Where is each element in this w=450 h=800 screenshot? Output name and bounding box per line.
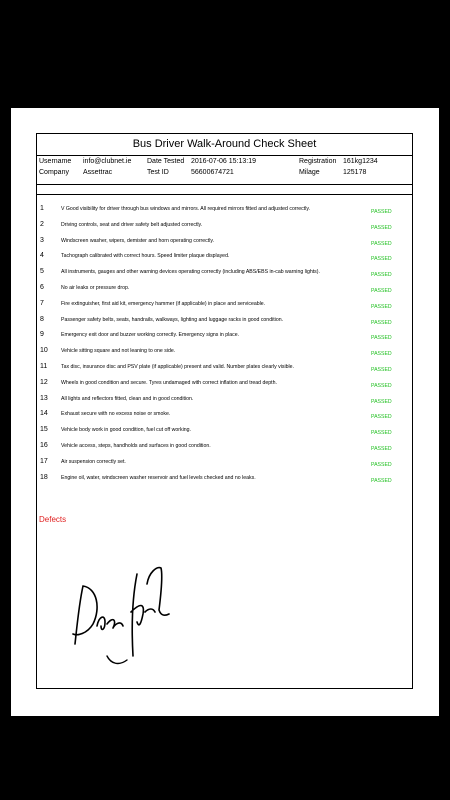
test-id-value: 56600674721 bbox=[191, 169, 234, 176]
check-item-row bbox=[37, 410, 412, 426]
item-number: 12 bbox=[40, 378, 48, 386]
item-status: PASSED bbox=[371, 288, 392, 294]
username-value: info@clubnet.ie bbox=[83, 158, 132, 165]
item-description: All instruments, gauges and other warning devices operating correctly (including ABS/EBS in-cab warning lights). bbox=[61, 269, 320, 276]
item-description: All lights and reflectors fitted, clean and in good condition. bbox=[61, 395, 194, 402]
check-item-row bbox=[37, 379, 412, 395]
check-item-row bbox=[37, 458, 412, 474]
item-status: PASSED bbox=[371, 382, 392, 389]
item-description: No air leaks or pressure drop. bbox=[61, 285, 130, 291]
item-status: PASSED bbox=[371, 367, 392, 373]
company-value: Assettrac bbox=[83, 169, 113, 176]
item-description: Exhaust secure with no excess noise or smoke. bbox=[61, 411, 171, 418]
signature-image bbox=[67, 564, 177, 674]
check-item-row bbox=[37, 331, 412, 347]
item-description: Vehicle body work in good condition, fuel cut off working. bbox=[61, 427, 191, 434]
item-number: 9 bbox=[40, 331, 44, 339]
check-item-row bbox=[37, 316, 412, 332]
item-status: PASSED bbox=[371, 209, 392, 215]
item-status: PASSED bbox=[371, 303, 392, 310]
item-description: Fire extinguisher, first aid kit, emergency hammer (if applicable) in place and serviceable. bbox=[61, 300, 266, 307]
check-item-row bbox=[37, 426, 412, 442]
sheet-title: Bus Driver Walk-Around Check Sheet bbox=[37, 134, 412, 156]
check-item-row bbox=[37, 363, 412, 379]
username-label: Username bbox=[39, 158, 72, 165]
item-number: 15 bbox=[40, 426, 48, 434]
item-number: 1 bbox=[40, 205, 44, 212]
date-value: 2016-07-06 15:13:19 bbox=[191, 158, 256, 165]
header-divider bbox=[37, 184, 412, 195]
item-status: PASSED bbox=[371, 256, 392, 263]
item-number: 13 bbox=[40, 394, 48, 402]
item-description: Passenger safety belts, seats, handrails, walkways, lighting and luggage racks in good condition. bbox=[61, 316, 284, 323]
item-number: 6 bbox=[40, 284, 44, 291]
check-item-row bbox=[37, 300, 412, 316]
check-item-row bbox=[37, 268, 412, 284]
check-item-row bbox=[37, 395, 412, 411]
milage-label: Milage bbox=[299, 169, 320, 176]
item-status: PASSED bbox=[371, 319, 392, 326]
check-item-row bbox=[37, 252, 412, 268]
item-status: PASSED bbox=[371, 461, 392, 468]
item-status: PASSED bbox=[371, 351, 392, 358]
milage-value: 125178 bbox=[343, 169, 367, 176]
defects-label: Defects bbox=[39, 515, 67, 524]
item-status: PASSED bbox=[371, 414, 392, 421]
item-description: Engine oil, water, windscreen washer reservoir and fuel levels checked and no leaks. bbox=[61, 474, 256, 481]
item-status: PASSED bbox=[371, 477, 392, 484]
item-number: 11 bbox=[40, 363, 48, 370]
item-number: 7 bbox=[40, 299, 44, 307]
item-description: V Good visibility for driver through bus windows and mirrors. All required mirrors fitted and adjusted correctly. bbox=[61, 206, 311, 212]
check-item-row bbox=[37, 442, 412, 458]
item-number: 17 bbox=[40, 457, 48, 465]
check-sheet bbox=[36, 133, 413, 689]
item-description: Vehicle sitting square and not leaning to one side. bbox=[61, 348, 176, 355]
item-description: Emergency exit door and buzzer working correctly. Emergency signs in place. bbox=[61, 332, 240, 339]
registration-value: 161kg1234 bbox=[343, 158, 378, 165]
item-description: Wheels in good condition and secure. Tyres undamaged with correct inflation and tread depth. bbox=[61, 379, 277, 386]
document-page bbox=[11, 108, 439, 716]
item-status: PASSED bbox=[371, 430, 392, 437]
item-number: 10 bbox=[40, 347, 48, 355]
item-status: PASSED bbox=[371, 446, 392, 452]
item-number: 5 bbox=[40, 268, 44, 276]
item-description: Windscreen washer, wipers, demister and horn operating correctly. bbox=[61, 237, 215, 244]
item-status: PASSED bbox=[371, 224, 392, 231]
check-item-row bbox=[37, 205, 412, 221]
item-description: Vehicle access, steps, handholds and surfaces in good condition. bbox=[61, 443, 211, 449]
item-number: 16 bbox=[40, 442, 48, 449]
item-number: 4 bbox=[40, 252, 44, 260]
item-description: Driving controls, seat and driver safety belt adjusted correctly. bbox=[61, 221, 203, 228]
registration-label: Registration bbox=[299, 158, 337, 165]
info-header bbox=[37, 155, 412, 185]
item-number: 18 bbox=[40, 473, 48, 481]
item-status: PASSED bbox=[371, 240, 392, 247]
item-number: 8 bbox=[40, 315, 44, 323]
check-item-row bbox=[37, 347, 412, 363]
check-item-row bbox=[37, 237, 412, 253]
item-description: Tax disc, insurance disc and PSV plate (if applicable) present and valid. Number plates clearly visible. bbox=[61, 364, 294, 370]
check-item-row bbox=[37, 284, 412, 300]
item-description: Air suspension correctly set. bbox=[61, 458, 126, 465]
item-number: 3 bbox=[40, 236, 44, 244]
test-id-label: Test ID bbox=[147, 169, 169, 176]
item-status: PASSED bbox=[371, 335, 392, 342]
item-number: 2 bbox=[40, 220, 44, 228]
check-item-row bbox=[37, 221, 412, 237]
item-number: 14 bbox=[40, 410, 48, 418]
check-item-row bbox=[37, 474, 412, 490]
item-status: PASSED bbox=[371, 272, 392, 279]
item-description: Tachograph calibrated with correct hours. Speed limiter plaque displayed. bbox=[61, 253, 230, 260]
date-label: Date Tested bbox=[147, 158, 185, 165]
company-label: Company bbox=[39, 169, 69, 176]
item-status: PASSED bbox=[371, 398, 392, 405]
